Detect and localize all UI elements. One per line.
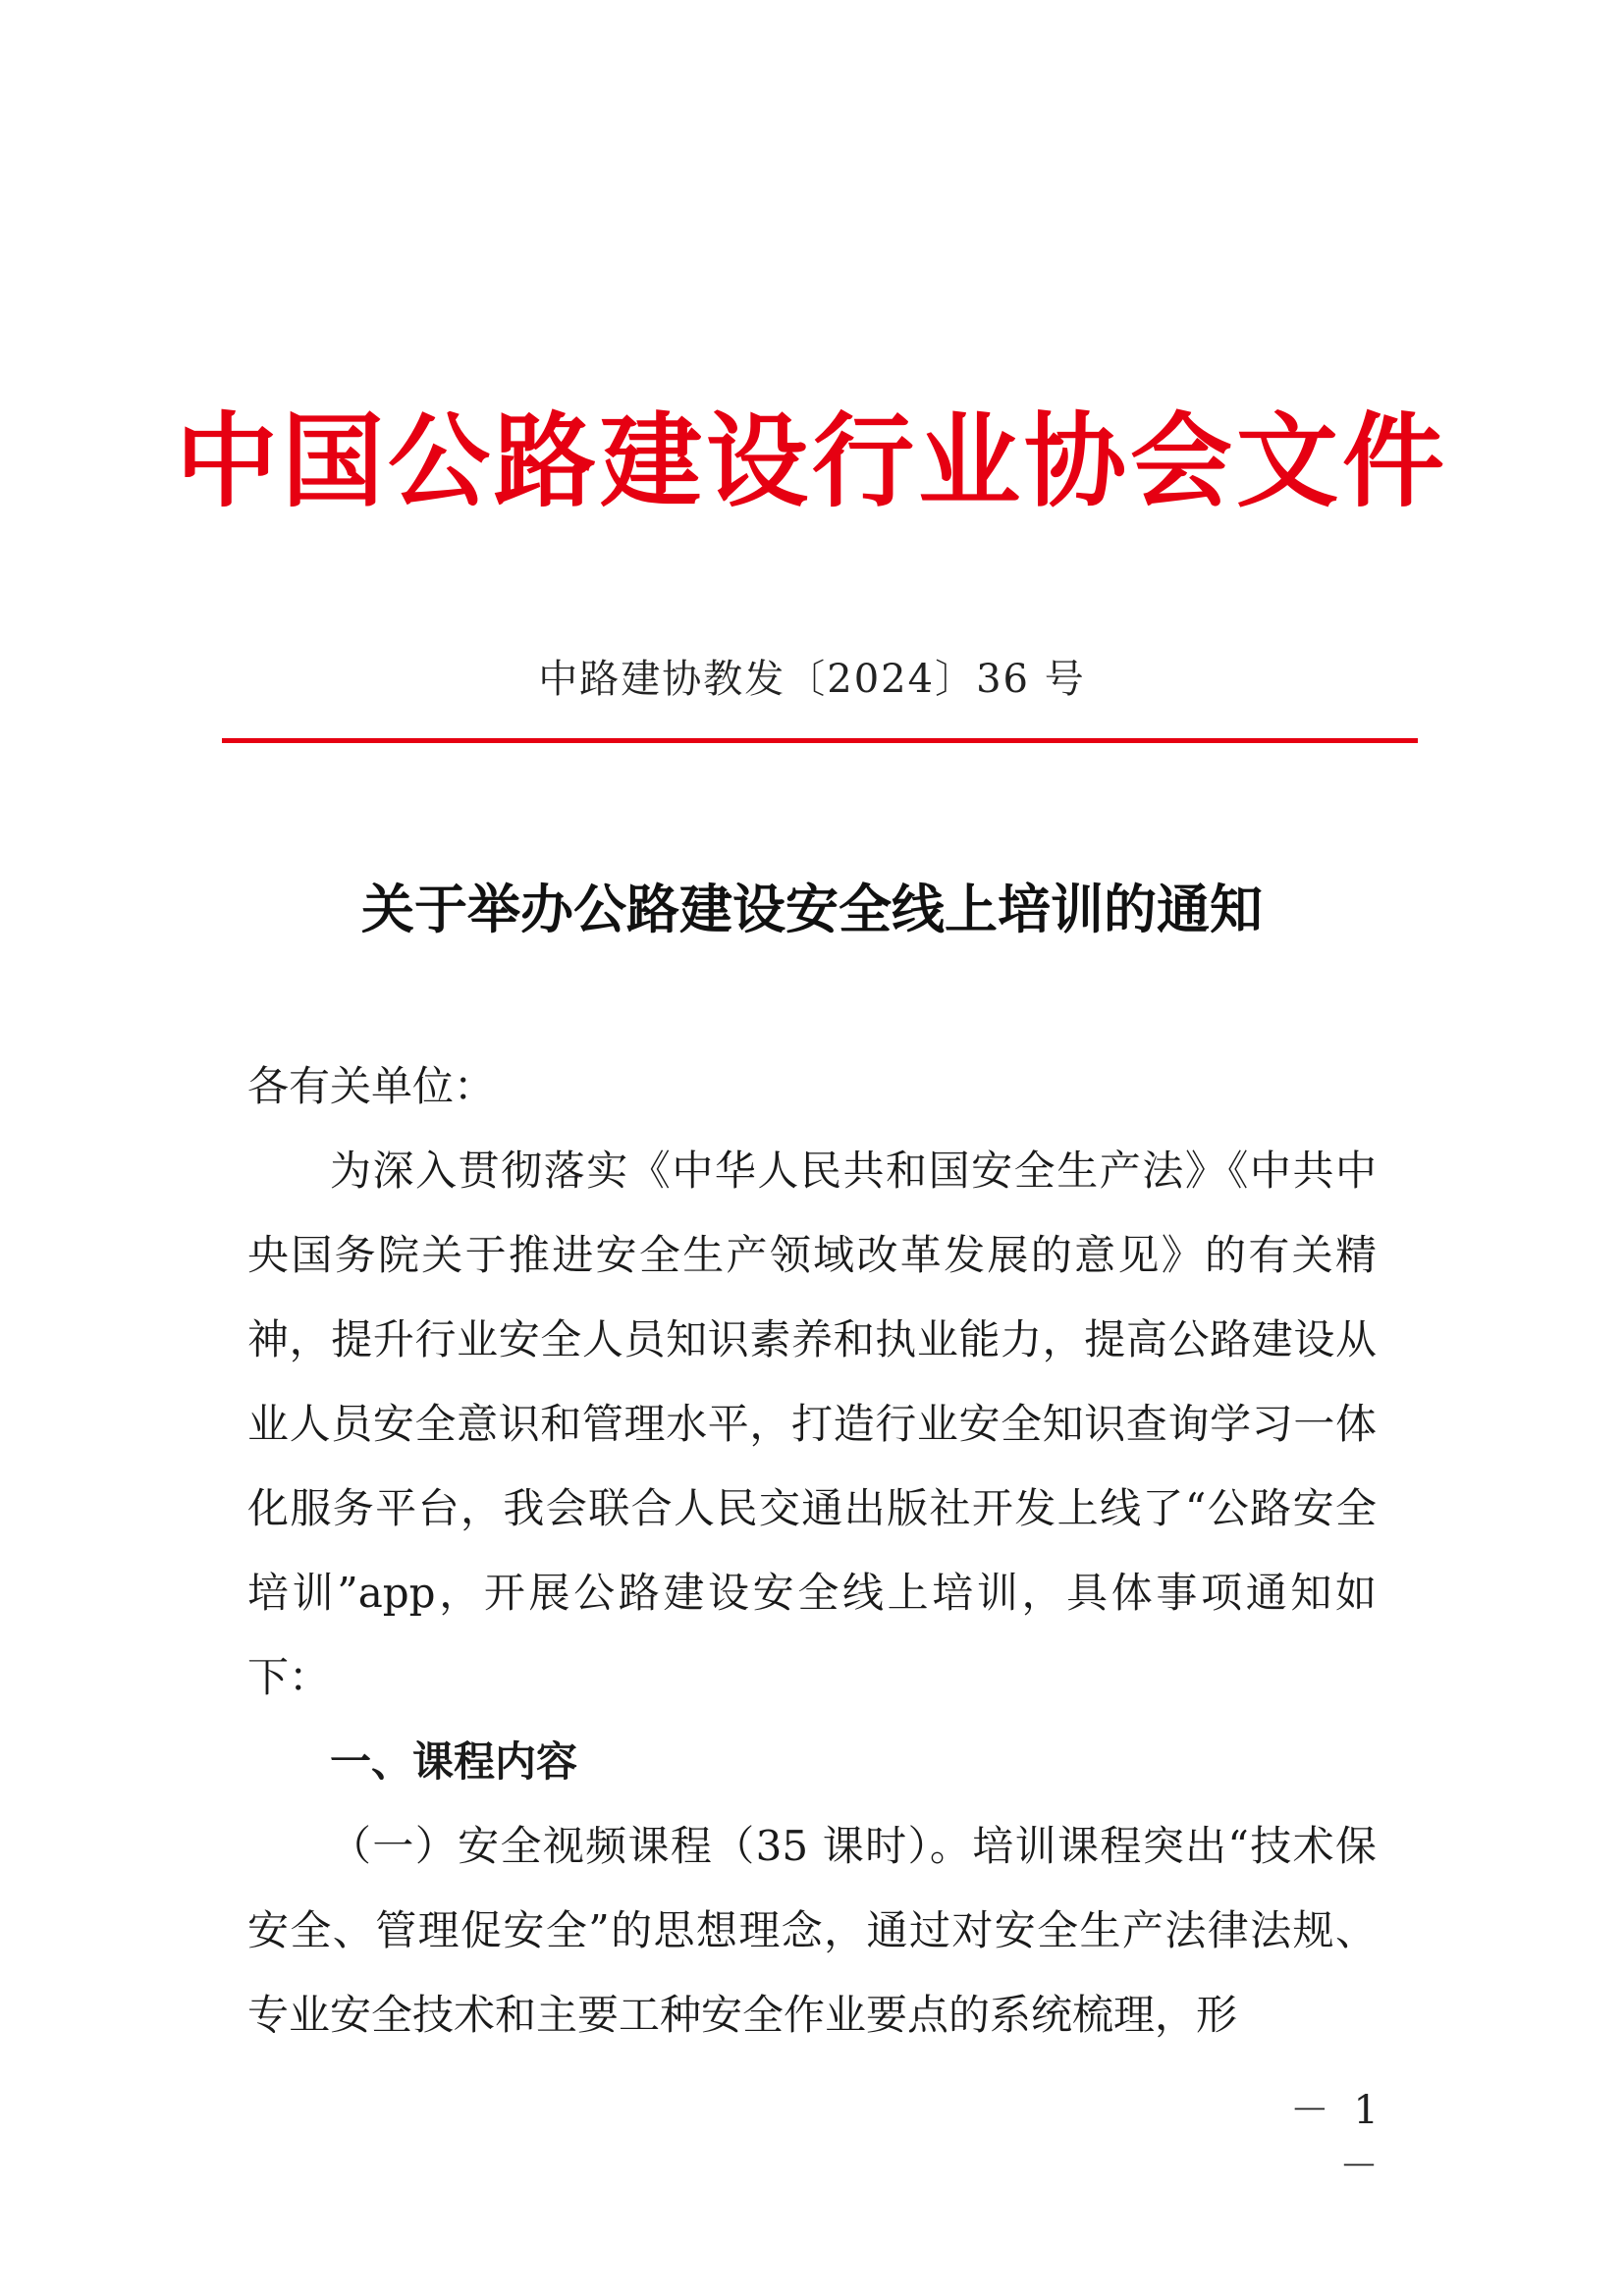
page-number: － 1 － — [1289, 2088, 1384, 2189]
section-heading-course-content: 一、课程内容 — [330, 1737, 578, 1786]
red-divider — [222, 738, 1418, 743]
masthead-title: 中国公路建设行业协会文件 — [175, 401, 1448, 521]
body-text — [247, 1044, 1377, 2057]
notice-title: 关于举办公路建设安全线上培训的通知 — [361, 878, 1263, 940]
paragraph-intro: 为深入贯彻落实《中华人民共和国安全生产法》《中共中央国务院关于推进安全生产领域改革发展的意见》的有关精神，提升行业安全人员知识素养和执业能力，提高公路建设从业人员安全意识和管理水平，打造行业安全知识查询学习一体化服务平台，我会联合人民交通出版社开发上线了“公路安全培训”app，开展公路建设安全线上培训，具体事项通知如下： — [247, 1147, 1377, 1701]
document-number: 中路建协教发〔2024〕36 号 — [538, 657, 1086, 702]
salutation: 各有关单位： — [247, 1062, 496, 1110]
paragraph-video-courses: （一）安全视频课程（35 课时）。培训课程突出“技术保安全、管理促安全”的思想理念，通过对安全生产法律法规、专业安全技术和主要工种安全作业要点的系统梳理，形 — [247, 1822, 1377, 2039]
